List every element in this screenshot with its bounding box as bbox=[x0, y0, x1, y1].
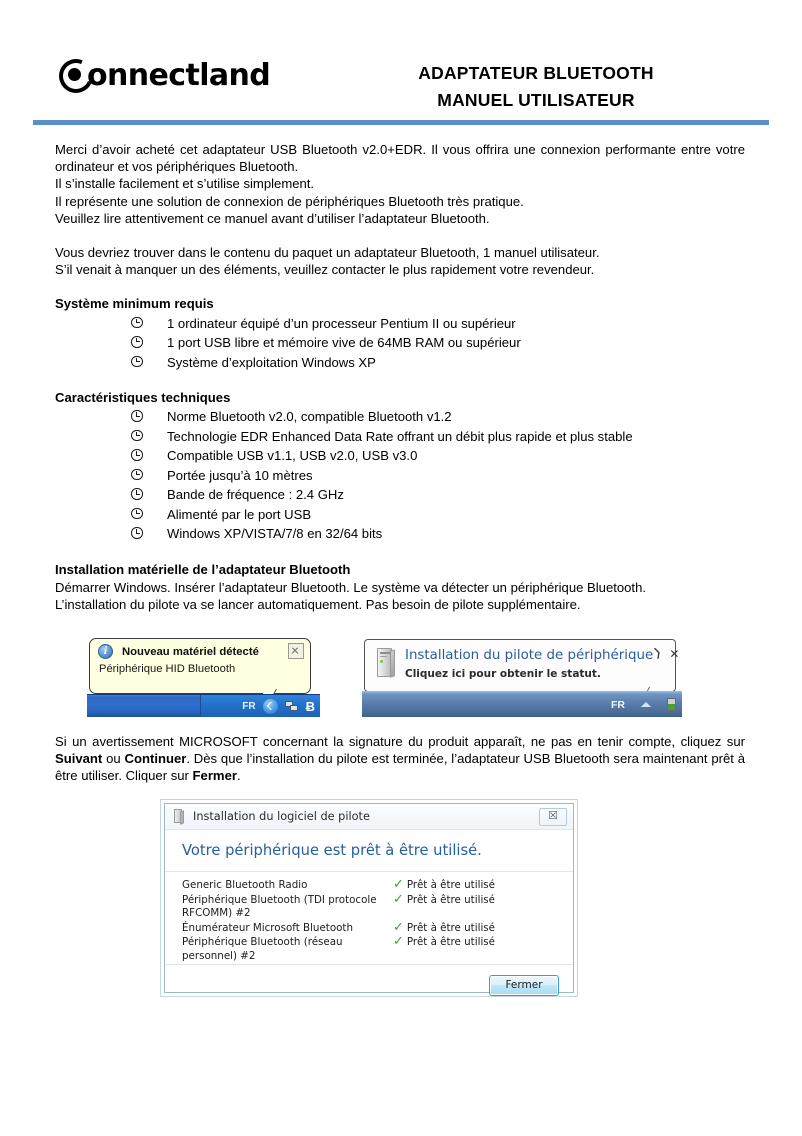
list-item-label: Système d’exploitation Windows XP bbox=[167, 354, 376, 370]
list-item-label: Windows XP/VISTA/7/8 en 32/64 bits bbox=[167, 526, 383, 542]
install-paragraph-1: Démarrer Windows. Insérer l’adaptateur Bluetooth. Le système va détecter un périphérique Bluetooth. bbox=[55, 580, 646, 596]
dialog-heading: Votre périphérique est prêt à être utilisé. bbox=[182, 842, 482, 859]
list-item bbox=[131, 427, 745, 447]
screenshot-win7-driver-install bbox=[362, 637, 682, 717]
win7-language-indicator[interactable]: FR bbox=[611, 698, 625, 711]
list-item-label: Portée jusqu’à 10 mètres bbox=[167, 467, 313, 483]
section-heading-install: Installation matérielle de l’adaptateur Bluetooth bbox=[55, 561, 351, 577]
document-title-line2: MANUEL UTILISATEUR bbox=[437, 90, 635, 111]
list-item-label: Alimenté par le port USB bbox=[167, 506, 312, 522]
xp-system-tray bbox=[200, 695, 320, 717]
warning-text-part4: . bbox=[236, 768, 241, 784]
usb-device-icon[interactable] bbox=[667, 698, 676, 711]
list-item bbox=[131, 505, 745, 525]
list-item bbox=[131, 353, 745, 373]
dialog-title-bar bbox=[165, 804, 573, 830]
intro-paragraph-3: Il représente une solution de connexion de périphériques Bluetooth très pratique. bbox=[55, 193, 524, 209]
computer-tower-icon bbox=[373, 648, 398, 680]
header-divider-rule bbox=[33, 120, 769, 125]
check-icon: ✓ bbox=[393, 934, 404, 949]
status-badge bbox=[393, 936, 495, 950]
list-item-label: Technologie EDR Enhanced Data Rate offrant un débit plus rapide et plus stable bbox=[167, 428, 633, 444]
section-heading-specs: Caractéristiques techniques bbox=[55, 390, 231, 406]
clock-bullet-icon bbox=[131, 449, 143, 461]
list-item bbox=[131, 314, 745, 334]
close-icon[interactable] bbox=[288, 643, 304, 659]
device-name: Generic Bluetooth Radio bbox=[182, 879, 308, 891]
brand-logo bbox=[55, 52, 325, 92]
warning-bold-fermer: Fermer bbox=[192, 768, 237, 784]
info-icon bbox=[98, 644, 113, 659]
clock-bullet-icon bbox=[131, 469, 143, 481]
xp-language-indicator[interactable]: FR bbox=[242, 700, 256, 712]
warning-bold-continuer: Continuer bbox=[124, 751, 187, 767]
warning-bold-suivant: Suivant bbox=[55, 751, 103, 767]
intro-paragraph-2: Il s’installe facilement et s’utilise simplement. bbox=[55, 176, 315, 192]
requirements-list bbox=[55, 314, 745, 373]
list-item-label: 1 ordinateur équipé d’un processeur Pentium II ou supérieur bbox=[167, 315, 516, 331]
clock-bullet-icon bbox=[131, 317, 143, 329]
list-item-label: Norme Bluetooth v2.0, compatible Bluetooth v1.2 bbox=[167, 409, 452, 425]
title-block bbox=[325, 52, 747, 114]
screenshot-xp-new-hardware bbox=[87, 637, 320, 717]
dialog-device-list bbox=[165, 871, 573, 964]
package-contents-paragraph-2: S’il venait à manquer un des éléments, veuillez contacter le plus rapidement votre revendeur. bbox=[55, 262, 595, 278]
list-item-label: 1 port USB libre et mémoire vive de 64MB RAM ou supérieur bbox=[167, 335, 521, 351]
warning-text-part1: Si un avertissement MICROSOFT concernant la signature du produit apparaît, ne pas en tenir compte, cliquez sur bbox=[55, 734, 745, 749]
check-icon: ✓ bbox=[393, 891, 404, 907]
warning-paragraph bbox=[55, 733, 745, 785]
xp-balloon-body: Périphérique HID Bluetooth bbox=[99, 663, 236, 675]
clock-bullet-icon bbox=[131, 488, 143, 500]
device-name: Énumérateur Microsoft Bluetooth bbox=[182, 921, 353, 934]
win7-system-tray bbox=[611, 692, 676, 717]
win7-balloon-controls bbox=[653, 646, 679, 691]
win7-balloon-body: Cliquez ici pour obtenir le statut. bbox=[405, 668, 601, 680]
clock-bullet-icon bbox=[131, 410, 143, 422]
check-icon: ✓ bbox=[393, 919, 404, 935]
check-icon: ✓ bbox=[393, 877, 404, 892]
pin-icon[interactable]: ❭ bbox=[651, 645, 664, 661]
list-item bbox=[131, 524, 745, 544]
win7-taskbar bbox=[362, 691, 682, 717]
clock-bullet-icon bbox=[131, 430, 143, 442]
xp-balloon-title: Nouveau matériel détecté bbox=[122, 645, 259, 658]
list-item-label: Compatible USB v1.1, USB v2.0, USB v3.0 bbox=[167, 448, 418, 464]
close-icon[interactable]: ✕ bbox=[669, 647, 680, 661]
close-button[interactable]: Fermer bbox=[489, 975, 559, 996]
connectland-c-mark-icon bbox=[59, 58, 90, 92]
status-label: Prêt à être utilisé bbox=[406, 936, 496, 948]
intro-paragraph-4: Veuillez lire attentivement ce manuel avant d’utiliser l’adaptateur Bluetooth. bbox=[55, 210, 490, 226]
document-title-line1: ADAPTATEUR BLUETOOTH bbox=[418, 63, 654, 83]
chevron-up-icon[interactable] bbox=[641, 702, 651, 707]
install-paragraph-2: L’installation du pilote va se lancer automatiquement. Pas besoin de pilote supplémentaire. bbox=[55, 597, 581, 613]
warning-text-part3: . Dès que l’installation du pilote est terminée, l’adaptateur USB Bluetooth sera maintenant prêt à être utiliser. Cliquer sur bbox=[55, 751, 745, 784]
document-body bbox=[55, 141, 745, 613]
warning-text-part2: ou bbox=[102, 751, 125, 767]
document-header bbox=[55, 52, 747, 118]
table-row bbox=[182, 879, 556, 893]
bluetooth-icon[interactable]: Ƀ bbox=[305, 698, 315, 714]
list-item bbox=[131, 407, 745, 427]
status-badge bbox=[393, 919, 496, 936]
list-item bbox=[131, 446, 745, 466]
clock-bullet-icon bbox=[131, 527, 143, 539]
clock-bullet-icon bbox=[131, 336, 143, 348]
xp-balloon-header bbox=[90, 639, 310, 659]
specs-list bbox=[55, 407, 745, 544]
win7-balloon-title: Installation du pilote de périphérique bbox=[405, 648, 654, 663]
screenshot-driver-software-dialog bbox=[160, 799, 578, 997]
dialog-footer bbox=[165, 964, 573, 1005]
network-icon[interactable] bbox=[285, 700, 299, 712]
xp-balloon-tooltip bbox=[89, 638, 311, 694]
table-row bbox=[182, 936, 556, 963]
device-name: Périphérique Bluetooth (réseau personnel) #2 bbox=[182, 936, 343, 962]
chevron-left-icon[interactable] bbox=[263, 699, 278, 714]
clock-bullet-icon bbox=[131, 356, 143, 368]
clock-bullet-icon bbox=[131, 508, 143, 520]
status-label: Prêt à être utilisé bbox=[406, 921, 496, 934]
win7-balloon-text bbox=[398, 646, 653, 691]
computer-tower-icon bbox=[173, 809, 186, 824]
device-name: Périphérique Bluetooth (TDI protocole RFCOMM) #2 bbox=[182, 893, 377, 919]
status-label: Prêt à être utilisé bbox=[406, 893, 496, 906]
close-icon[interactable] bbox=[539, 808, 567, 826]
status-label: Prêt à être utilisé bbox=[406, 879, 496, 891]
list-item bbox=[131, 466, 745, 486]
package-contents-paragraph-1: Vous devriez trouver dans le contenu du paquet un adaptateur Bluetooth, 1 manuel utilisateur. bbox=[55, 245, 600, 261]
status-badge bbox=[393, 879, 495, 893]
section-heading-requirements: Système minimum requis bbox=[55, 296, 214, 312]
intro-paragraph-1: Merci d’avoir acheté cet adaptateur USB Bluetooth v2.0+EDR. Il vous offrira une connexion performante entre votre ordinateur et vos périphériques Bluetooth. bbox=[55, 142, 745, 175]
status-badge bbox=[393, 891, 496, 908]
list-item-label: Bande de fréquence : 2.4 GHz bbox=[167, 487, 344, 503]
table-row bbox=[182, 919, 556, 936]
table-row bbox=[182, 891, 556, 921]
win7-balloon-tooltip bbox=[364, 639, 680, 692]
list-item bbox=[131, 333, 745, 353]
xp-taskbar bbox=[87, 694, 320, 717]
list-item bbox=[131, 485, 745, 505]
dialog-window-title: Installation du logiciel de pilote bbox=[193, 810, 370, 823]
driver-install-dialog bbox=[164, 803, 574, 993]
brand-logo-text: onnectland bbox=[87, 58, 271, 93]
